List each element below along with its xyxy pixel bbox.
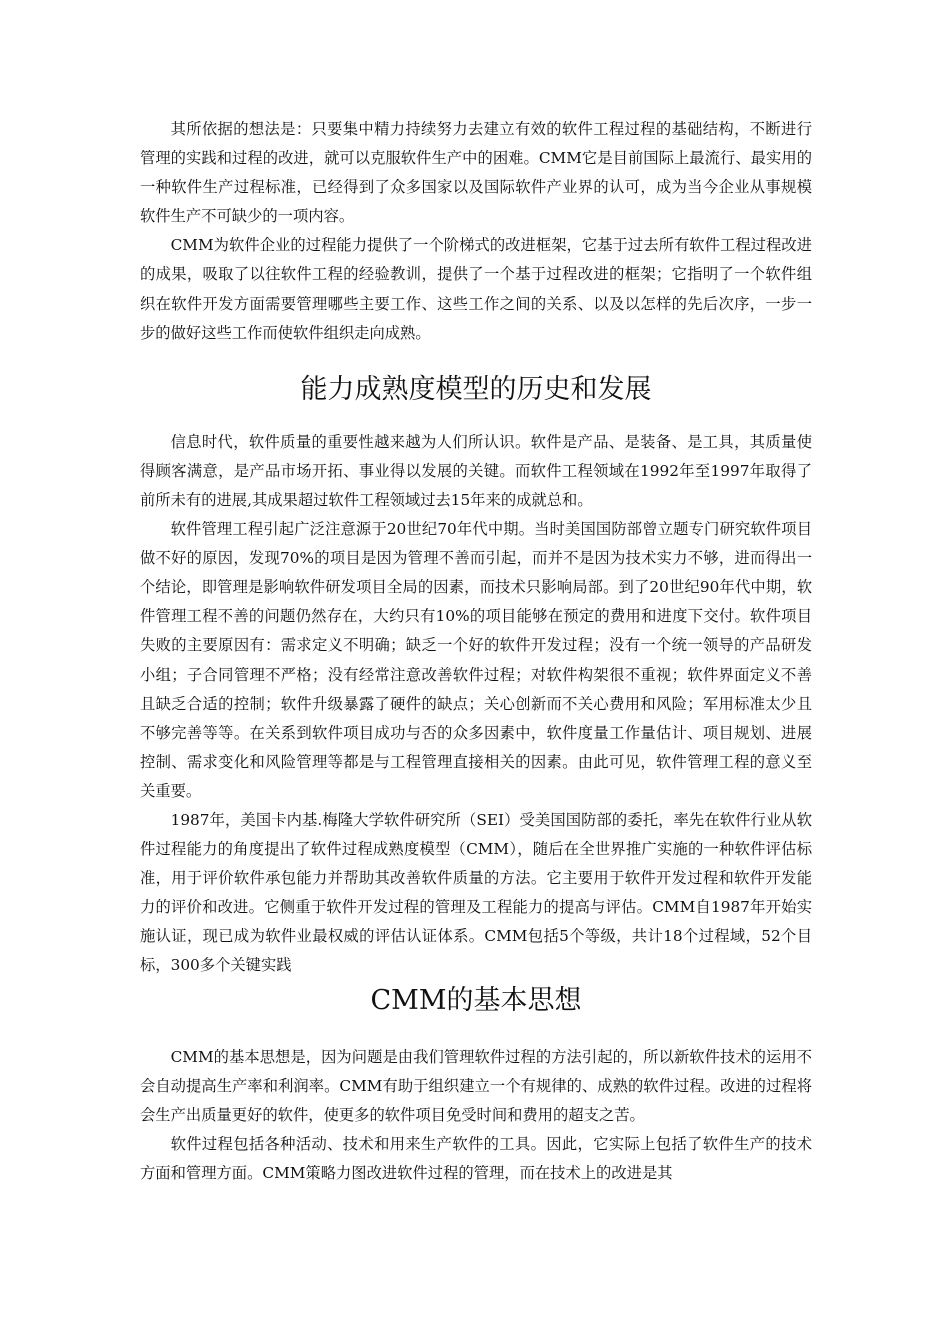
section-title-basic-idea: CMM的基本思想	[370, 984, 582, 1016]
paragraph: CMM的基本思想是，因为问题是由我们管理软件过程的方法引起的，所以新软件技术的运用不会自动提高生产率和利润率。CMM有助于组织建立一个有规律的、成熟的软件过程。改进的过程将会生产出质量更好的软件，使更多的软件项目免受时间和费用的超支之苦。	[140, 1047, 812, 1124]
paragraph: 软件管理工程引起广泛注意源于20世纪70年代中期。当时美国国防部曾立题专门研究软件项目做不好的原因，发现70%的项目是因为管理不善而引起，而并不是因为技术实力不够，进而得出一个结论，即管理是影响软件研发项目全局的因素，而技术只影响局部。到了20世纪90年代中期，软件管理工程不善的问题仍然存在，大约只有10%的项目能够在预定的费用和进度下交付。软件项目失败的主要原因有：需求定义不明确；缺乏一个好的软件开发过程；没有一个统一领导的产品研发小组；子合同管理不严格；没有经常注意改善软件过程；对软件构架很不重视；软件界面定义不善且缺乏合适的控制；软件升级暴露了硬件的缺点；关心创新而不关心费用和风险；军用标准太少且不够完善等等。在关系到软件项目成功与否的众多因素中，软件度量工作量估计、项目规划、进展控制、需求变化和风险管理等都是与工程管理直接相关的因素。由此可见，软件管理工程的意义至关重要。	[140, 520, 812, 800]
section-title-history: 能力成熟度模型的历史和发展	[300, 373, 652, 405]
paragraph: 其所依据的想法是：只要集中精力持续努力去建立有效的软件工程过程的基础结构，不断进行管理的实践和过程的改进，就可以克服软件生产中的困难。CMM它是目前国际上最流行、最实用的一种软件生产过程标准，已经得到了众多国家以及国际软件产业界的认可，成为当今企业从事规模软件生产不可缺少的一项内容。	[140, 120, 812, 226]
paragraph: 1987年，美国卡内基.梅隆大学软件研究所（SEI）受美国国防部的委托，率先在软件行业从软件过程能力的角度提出了软件过程成熟度模型（CMM），随后在全世界推广实施的一种软件评估标准，用于评价软件承包能力并帮助其改善软件质量的方法。它主要用于软件开发过程和软件开发能力的评价和改进。它侧重于软件开发过程的管理及工程能力的提高与评估。CMM自1987年开始实施认证，现已成为软件业最权威的评估认证体系。CMM包括5个等级，共计18个过程域，52个目标，300多个关键实践	[140, 810, 812, 975]
paragraph: 软件过程包括各种活动、技术和用来生产软件的工具。因此，它实际上包括了软件生产的技术方面和管理方面。CMM策略力图改进软件过程的管理，而在技术上的改进是其	[140, 1134, 812, 1182]
document-body	[140, 115, 812, 1188]
paragraph: CMM为软件企业的过程能力提供了一个阶梯式的改进框架，它基于过去所有软件工程过程改进的成果，吸取了以往软件工程的经验教训，提供了一个基于过程改进的框架；它指明了一个软件组织在软件开发方面需要管理哪些主要工作、这些工作之间的关系、以及以怎样的先后次序，一步一步的做好这些工作而使软件组织走向成熟。	[140, 236, 812, 342]
paragraph: 信息时代，软件质量的重要性越来越为人们所认识。软件是产品、是装备、是工具，其质量使得顾客满意，是产品市场开拓、事业得以发展的关键。而软件工程领域在1992年至1997年取得了前所未有的进展,其成果超过软件工程领域过去15年来的成就总和。	[140, 432, 812, 509]
